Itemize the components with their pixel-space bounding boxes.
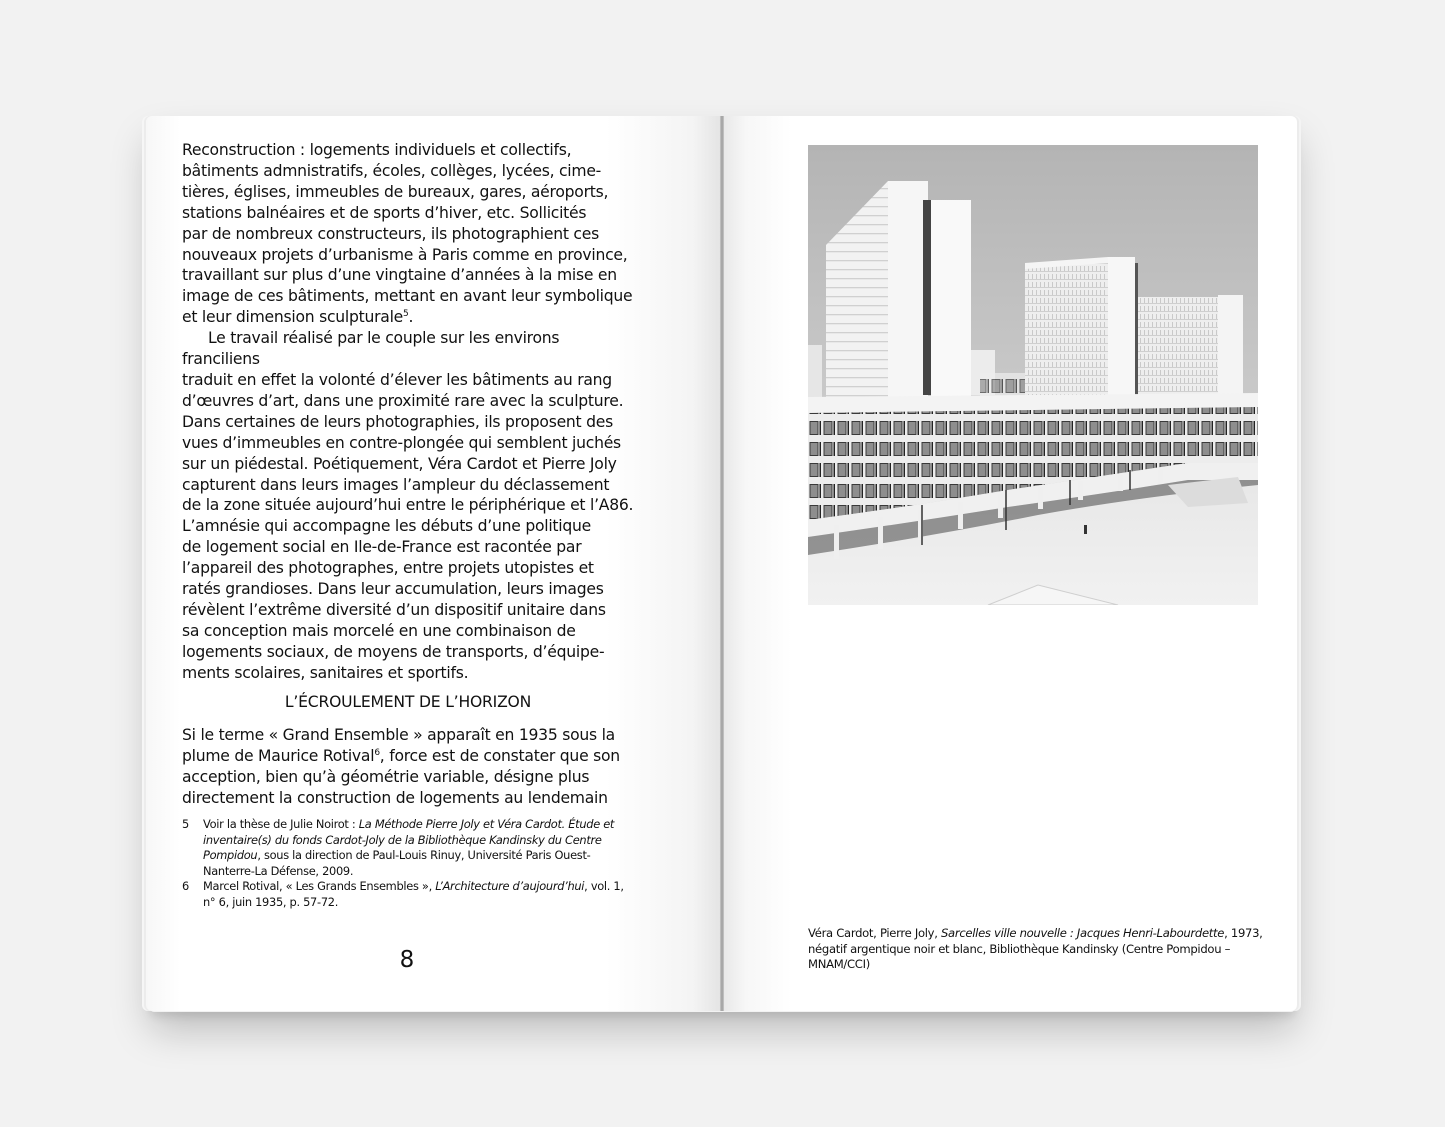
text-line: Si le terme « Grand Ensemble » apparaît en 1935 sous la (182, 726, 615, 744)
footnote-ref-6[interactable]: 6 (374, 747, 380, 758)
footnote-text-part: Marcel Rotival, « Les Grands Ensembles », (203, 879, 436, 893)
right-tower-front (1218, 295, 1243, 397)
text-line: révèlent l’extrême diversité d’un dispositif unitaire dans (182, 600, 606, 619)
text-line: logements sociaux, de moyens de transports, d’équipe- (182, 642, 605, 661)
text-line: ments scolaires, sanitaires et sportifs. (182, 663, 469, 682)
text-line: vues d’immeubles en contre-plongée qui semblent juchés (182, 433, 621, 452)
text-line: l’appareil des photographes, entre projets utopistes et (182, 559, 594, 578)
footnote-6 (182, 879, 634, 910)
architecture-photo (808, 145, 1258, 605)
text-line: de la zone située aujourd’hui entre le périphérique et l’A86. (182, 496, 634, 515)
text-line: directement la construction de logements au lendemain (182, 788, 608, 807)
paragraph-1 (182, 140, 634, 328)
footnote-text-part: , sous la direction de Paul-Louis Rinuy, Université Paris Ouest-Nanterre-La Défense, 2009. (203, 848, 591, 878)
left-tower-front (888, 181, 928, 397)
text-line: sur un piédestal. Poétiquement, Véra Cardot et Pierre Joly (182, 454, 617, 473)
pedestrian (1084, 525, 1087, 534)
text-line: d’œuvres d’art, dans une proximité rare avec la sculpture. (182, 391, 624, 410)
page-number: 8 (399, 947, 415, 973)
footnote-number: 6 (182, 879, 189, 893)
left-tower-stair (923, 200, 931, 395)
text-line: capturent dans leurs images l’ampleur du déclassement (182, 475, 610, 494)
footnote-text-part: , vol. 1, n° 6, juin 1935, p. 57-72. (203, 879, 624, 909)
body-text (182, 140, 634, 684)
text-line: nouveaux projets d’urbanisme à Paris comme en province, (182, 245, 628, 264)
text-line: par de nombreux constructeurs, ils photographient ces (182, 224, 599, 243)
text-line: L’amnésie qui accompagne les débuts d’une politique (182, 517, 591, 536)
text-line: et leur dimension sculpturale (182, 308, 404, 327)
footnote-text-part: Voir la thèse de Julie Noirot : (203, 817, 359, 831)
left-tower-wing (931, 200, 971, 397)
paragraph-2 (182, 328, 634, 683)
section-title: L’ÉCROULEMENT DE L’HORIZON (284, 693, 532, 711)
caption-title: Sarcelles ville nouvelle : Jacques Henri-Labourdette (941, 926, 1225, 940)
footnote-5 (182, 817, 634, 879)
book-gutter (720, 116, 724, 1011)
middle-tower-side (1025, 263, 1110, 398)
footnote-number: 5 (182, 817, 189, 831)
text-line: tières, églises, immeubles de bureaux, gares, aéroports, (182, 182, 609, 201)
text-line: stations balnéaires et de sports d’hiver, etc. Sollicités (182, 203, 587, 222)
paragraph-3 (182, 725, 634, 809)
distant-building (808, 345, 822, 400)
middle-tower-stair (1135, 263, 1138, 396)
footnote-text (203, 817, 634, 879)
text-line: acception, bien qu’à géométrie variable, désigne plus (182, 767, 590, 786)
text-line: de logement social en Ile-de-France est racontée par (182, 538, 582, 557)
text-line: sa conception mais morcelé en une combinaison de (182, 621, 576, 640)
caption-details: , 1973, négatif argentique noir et blanc, Bibliothèque Kandinsky (Centre Pompidou – MNAM/CCI) (808, 926, 1263, 971)
footnotes (182, 817, 634, 910)
footnote-title: L’Architecture d’aujourd’hui (435, 879, 585, 893)
text-line: ratés grandioses. Dans leur accumulation, leurs images (182, 580, 604, 599)
text-line: Dans certaines de leurs photographies, ils proposent des (182, 412, 613, 431)
text-punct: . (408, 308, 414, 327)
photo-caption (808, 926, 1263, 973)
text-line: bâtiments admnistratifs, écoles, collèges, lycées, cime- (182, 161, 602, 180)
text-line: plume de Maurice Rotival (182, 746, 375, 765)
right-tower-side (1138, 297, 1218, 397)
text-line: Reconstruction : logements individuels et collectifs, (182, 141, 572, 159)
text-line: , force est de constater que son (379, 746, 620, 765)
footnote-ref-5[interactable]: 5 (403, 309, 409, 320)
text-line: Le travail réalisé par le couple sur les environs franciliens (182, 329, 560, 369)
text-line: image de ces bâtiments, mettant en avant leur symbolique (182, 287, 633, 306)
text-line: traduit en effet la volonté d’élever les bâtiments au rang (182, 370, 612, 389)
text-line: travaillant sur plus d’une vingtaine d’années à la mise en (182, 266, 617, 285)
footnote-text (203, 879, 634, 910)
footnote-title: La Méthode Pierre Joly et Véra Cardot. Étude et inventaire(s) du fonds Cardot-Joly de la Bibliothèque Kandinsky du Centre Pompidou (203, 817, 615, 862)
photo-illustration (808, 145, 1258, 605)
caption-authors: Véra Cardot, Pierre Joly, (808, 926, 941, 940)
middle-tower-front (1108, 257, 1135, 398)
